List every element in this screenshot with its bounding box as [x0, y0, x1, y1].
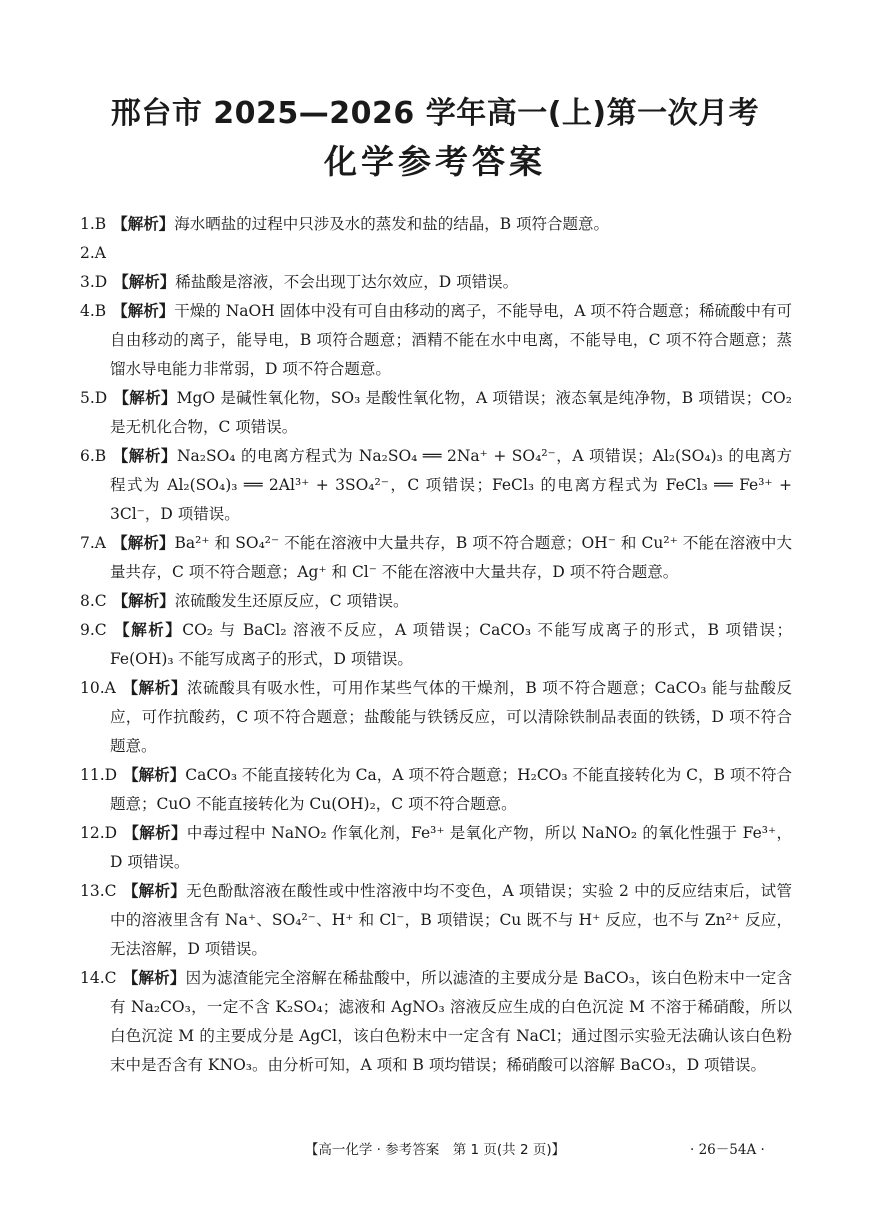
answer-item	[80, 587, 792, 616]
analysis-tag: 【解析】	[112, 621, 183, 639]
answer-explanation: 浓硫酸具有吸水性，可用作某些气体的干燥剂，B 项不符合题意；CaCO₃ 能与盐酸反应，可作抗酸药，C 项不符合题意；盐酸能与铁锈反应，可以清除铁制品表面的铁锈，D 项不符合题意。	[110, 679, 792, 755]
answer-item	[80, 384, 792, 442]
question-number: 7.	[80, 534, 95, 552]
answer-letter: D	[104, 766, 118, 784]
answer-letter: D	[94, 389, 108, 407]
analysis-tag: 【解析】	[112, 592, 175, 610]
answer-item	[80, 877, 792, 964]
answer-letter: A	[94, 534, 106, 552]
analysis-tag: 【解析】	[121, 679, 187, 697]
question-number: 1.	[80, 215, 95, 233]
answer-explanation: 无色酚酞溶液在酸性或中性溶液中均不变色，A 项错误；实验 2 中的反应结束后，试管中的溶液里含有 Na⁺、SO₄²⁻、H⁺ 和 Cl⁻，B 项错误；Cu 既不与 H⁺ 反应，也不与 Zn²⁺ 反应，无法溶解，D 项错误。	[110, 882, 792, 958]
answer-explanation: 浓硫酸发生还原反应，C 项错误。	[174, 592, 409, 610]
question-number: 6.	[80, 447, 95, 465]
analysis-tag: 【解析】	[112, 447, 177, 465]
question-number: 14.	[80, 969, 105, 987]
question-number: 10.	[80, 679, 105, 697]
answer-letter: C	[104, 969, 117, 987]
answer-item	[80, 297, 792, 384]
question-number: 5.	[80, 389, 95, 407]
answer-letter: C	[94, 621, 107, 639]
answer-letter: D	[94, 273, 108, 291]
analysis-tag: 【解析】	[123, 766, 186, 784]
footer-exam-code: · 26－54A ·	[690, 1142, 765, 1158]
analysis-tag: 【解析】	[122, 969, 186, 987]
question-number: 3.	[80, 273, 95, 291]
question-number: 8.	[80, 592, 95, 610]
answer-explanation: 海水晒盐的过程中只涉及水的蒸发和盐的结晶，B 项符合题意。	[174, 215, 610, 233]
answer-item	[80, 819, 792, 877]
answer-explanation: Ba²⁺ 和 SO₄²⁻ 不能在溶液中大量共存，B 项不符合题意；OH⁻ 和 Cu²⁺ 不能在溶液中大量共存，C 项不符合题意；Ag⁺ 和 Cl⁻ 不能在溶液中大量共存，D 项不符合题意。	[110, 534, 792, 581]
analysis-tag: 【解析】	[122, 882, 187, 900]
analysis-tag: 【解析】	[112, 302, 175, 320]
page-subtitle: 化学参考答案	[324, 142, 546, 181]
answer-letter: D	[104, 824, 118, 842]
question-number: 11.	[80, 766, 105, 784]
answer-item	[80, 239, 792, 268]
answer-item	[80, 616, 792, 674]
analysis-tag: 【解析】	[112, 534, 175, 552]
question-number: 12.	[80, 824, 105, 842]
answer-explanation: CaCO₃ 不能直接转化为 Ca，A 项不符合题意；H₂CO₃ 不能直接转化为 C，B 项不符合题意；CuO 不能直接转化为 Cu(OH)₂，C 项不符合题意。	[110, 766, 792, 813]
answer-explanation: 因为滤渣能完全溶解在稀盐酸中，所以滤渣的主要成分是 BaCO₃，该白色粉末中一定含有 Na₂CO₃，一定不含 K₂SO₄；滤液和 AgNO₃ 溶液反应生成的白色沉淀 M 不溶于稀硝酸，所以白色沉淀 M 的主要成分是 AgCl，该白色粉末中一定含有 NaCl；通过图示实验无法确认该白色粉末中是否含有 KNO₃。由分析可知，A 项和 B 项均错误；稀硝酸可以溶解 BaCO₃，D 项错误。	[110, 969, 792, 1074]
answer-item	[80, 529, 792, 587]
answer-list	[80, 210, 792, 1080]
analysis-tag: 【解析】	[113, 273, 176, 291]
answer-explanation: 干燥的 NaOH 固体中没有可自由移动的离子，不能导电，A 项不符合题意；稀硫酸中有可自由移动的离子，能导电，B 项符合题意；酒精不能在水中电离，不能导电，C 项不符合题意；蒸馏水导电能力非常弱，D 项不符合题意。	[110, 302, 792, 378]
answer-item	[80, 210, 792, 239]
answer-item	[80, 268, 792, 297]
answer-explanation: CO₂ 与 BaCl₂ 溶液不反应，A 项错误；CaCO₃ 不能写成离子的形式，B 项错误；Fe(OH)₃ 不能写成离子的形式，D 项错误。	[110, 621, 792, 668]
answer-item	[80, 761, 792, 819]
answer-explanation: Na₂SO₄ 的电离方程式为 Na₂SO₄ ══ 2Na⁺ + SO₄²⁻，A 项错误；Al₂(SO₄)₃ 的电离方程式为 Al₂(SO₄)₃ ══ 2Al³⁺ + 3SO₄²⁻，C 项错误；FeCl₃ 的电离方程式为 FeCl₃ ══ Fe³⁺ + 3Cl⁻，D 项错误。	[110, 447, 792, 523]
answer-letter: B	[94, 447, 107, 465]
answer-explanation: MgO 是碱性氧化物，SO₃ 是酸性氧化物，A 项错误；液态氧是纯净物，B 项错误；CO₂ 是无机化合物，C 项错误。	[110, 389, 792, 436]
question-number: 4.	[80, 302, 95, 320]
answer-item	[80, 964, 792, 1080]
analysis-tag: 【解析】	[113, 389, 177, 407]
answer-letter: C	[94, 592, 107, 610]
answer-letter: B	[94, 215, 107, 233]
question-number: 13.	[80, 882, 105, 900]
footer-page-info: 【高一化学 · 参考答案 第 1 页(共 2 页)】	[304, 1142, 566, 1158]
answer-item	[80, 442, 792, 529]
question-number: 9.	[80, 621, 95, 639]
answer-explanation: 稀盐酸是溶液，不会出现丁达尔效应，D 项错误。	[175, 273, 519, 291]
analysis-tag: 【解析】	[123, 824, 187, 842]
answer-letter: B	[94, 302, 107, 320]
answer-letter: A	[104, 679, 116, 697]
question-number: 2.	[80, 244, 95, 262]
answer-item	[80, 674, 792, 761]
answer-letter: C	[104, 882, 117, 900]
analysis-tag: 【解析】	[112, 215, 175, 233]
answer-letter: A	[94, 244, 106, 262]
answer-explanation: 中毒过程中 NaNO₂ 作氧化剂，Fe³⁺ 是氧化产物，所以 NaNO₂ 的氧化性强于 Fe³⁺，D 项错误。	[110, 824, 792, 871]
page-title: 邢台市 2025—2026 学年高一(上)第一次月考	[110, 96, 760, 131]
